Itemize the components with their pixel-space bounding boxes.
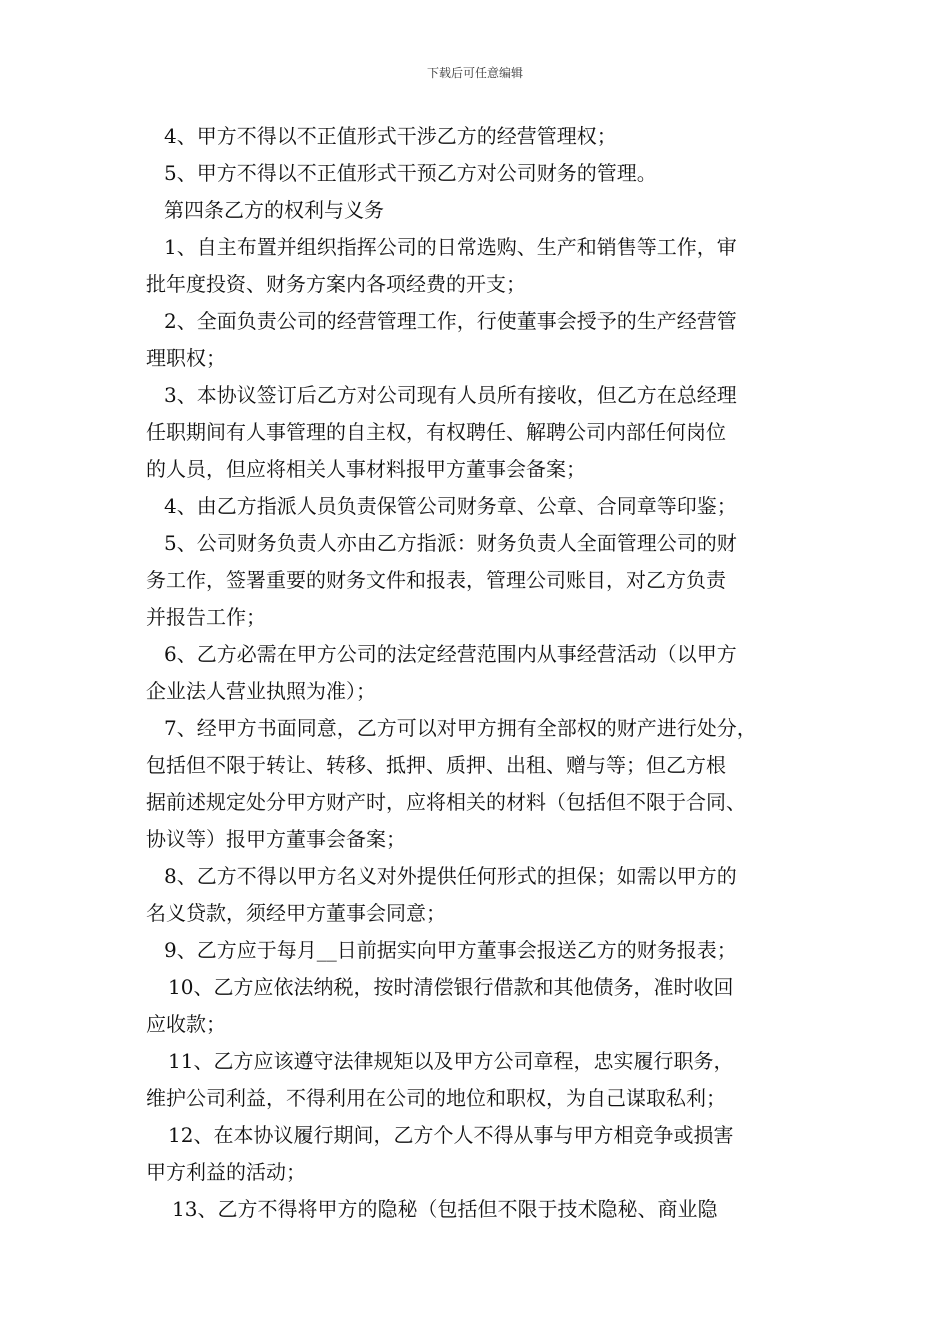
text-line: 11、乙方应该遵守法律规矩以及甲方公司章程，忠实履行职务， — [168, 1049, 734, 1073]
text-line: 务工作，签署重要的财务文件和报表，管理公司账目，对乙方负责 — [146, 568, 726, 592]
text-line: 协议等）报甲方董事会备案； — [146, 827, 406, 851]
text-line: 的人员，但应将相关人事材料报甲方董事会备案； — [146, 457, 586, 481]
text-line: 应收款； — [146, 1012, 226, 1036]
text-line: 甲方利益的活动； — [146, 1160, 306, 1184]
text-line: 13、乙方不得将甲方的隐秘（包括但不限于技术隐秘、商业隐 — [172, 1197, 718, 1221]
text-line: 5、公司财务负责人亦由乙方指派：财务负责人全面管理公司的财 — [164, 531, 737, 555]
text-line: 4、由乙方指派人员负责保管公司财务章、公章、合同章等印鉴； — [164, 494, 737, 518]
document-body — [146, 118, 822, 1228]
text-line: 第四条乙方的权利与义务 — [164, 198, 384, 222]
text-line: 1、自主布置并组织指挥公司的日常选购、生产和销售等工作，审 — [164, 235, 737, 259]
text-line: 9、乙方应于每月__日前据实向甲方董事会报送乙方的财务报表； — [164, 938, 737, 962]
text-line: 6、乙方必需在甲方公司的法定经营范围内从事经营活动（以甲方 — [164, 642, 737, 666]
text-line: 包括但不限于转让、转移、抵押、质押、出租、赠与等；但乙方根 — [146, 753, 726, 777]
text-line: 3、本协议签订后乙方对公司现有人员所有接收，但乙方在总经理 — [164, 383, 737, 407]
page-header: 下载后可任意编辑 — [426, 66, 523, 80]
text-line: 5、甲方不得以不正值形式干预乙方对公司财务的管理。 — [164, 161, 657, 185]
text-line: 名义贷款，须经甲方董事会同意； — [146, 901, 446, 925]
text-line: 维护公司利益，不得利用在公司的地位和职权，为自己谋取私利； — [146, 1086, 726, 1110]
text-line: 理职权； — [146, 346, 226, 370]
text-line: 4、甲方不得以不正值形式干涉乙方的经营管理权； — [164, 124, 617, 148]
text-line: 并报告工作； — [146, 605, 266, 629]
text-line: 8、乙方不得以甲方名义对外提供任何形式的担保；如需以甲方的 — [164, 864, 737, 888]
text-line: 企业法人营业执照为准）； — [146, 679, 376, 703]
text-line: 10、乙方应依法纳税，按时清偿银行借款和其他债务，准时收回 — [168, 975, 734, 999]
text-line: 2、全面负责公司的经营管理工作，行使董事会授予的生产经营管 — [164, 309, 737, 333]
text-line: 12、在本协议履行期间，乙方个人不得从事与甲方相竞争或损害 — [168, 1123, 734, 1147]
text-line: 任职期间有人事管理的自主权，有权聘任、解聘公司内部任何岗位 — [146, 420, 726, 444]
text-line: 据前述规定处分甲方财产时，应将相关的材料（包括但不限于合同、 — [146, 790, 746, 814]
text-line: 批年度投资、财务方案内各项经费的开支； — [146, 272, 526, 296]
text-line: 7、经甲方书面同意，乙方可以对甲方拥有全部权的财产进行处分， — [164, 716, 757, 740]
